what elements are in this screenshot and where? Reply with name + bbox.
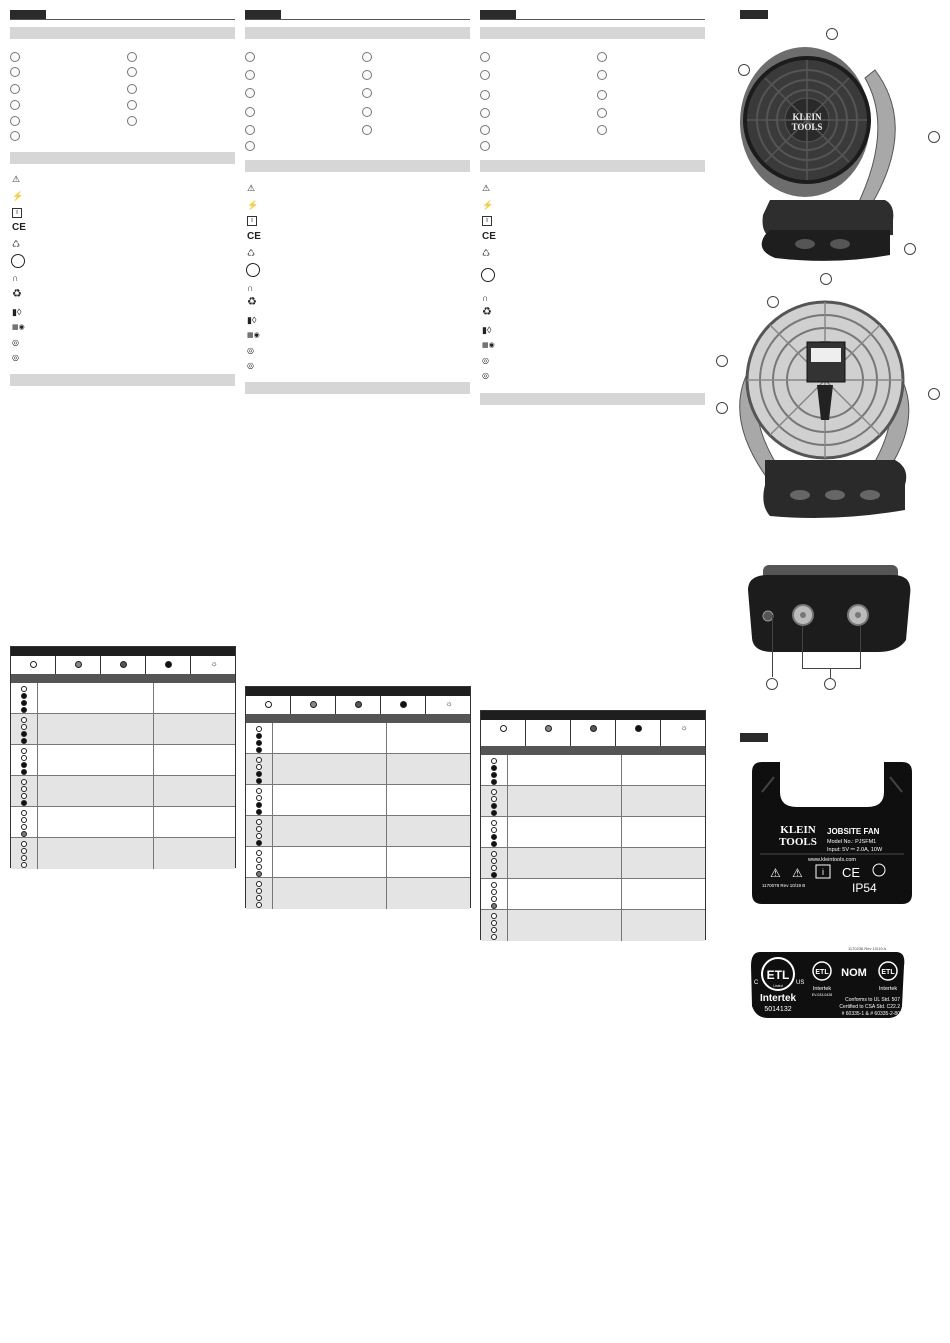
- nom-icon: ◎: [247, 361, 254, 370]
- fan-rear-illustration: [725, 280, 940, 525]
- label-info-icon: i: [822, 867, 824, 877]
- cert-us-mark: US: [796, 980, 805, 986]
- leader-line: [772, 615, 773, 677]
- figure-tag-1: [740, 10, 768, 19]
- table-row: [11, 776, 235, 807]
- callout-4: [245, 107, 255, 117]
- callout-5: [245, 125, 255, 135]
- table-header: [11, 647, 235, 656]
- cert-etl-2: ETL: [815, 969, 829, 976]
- battery-level-icon: ▮◊: [12, 307, 22, 317]
- table-row: [11, 807, 235, 838]
- legend-high: [381, 696, 426, 714]
- circle-icon: [246, 263, 260, 277]
- legend-mid: [336, 696, 381, 714]
- callout-1: [10, 52, 20, 62]
- section-bar-symbols: [10, 152, 235, 164]
- cert-intertek-number: 5014132: [764, 1006, 792, 1013]
- callout-8: [597, 70, 607, 80]
- legend-flash: ☼: [210, 659, 218, 668]
- recycle-icon: ♻: [247, 296, 257, 308]
- cert-conforms-3: # 60335-1 & # 60335-2-80: [841, 1011, 900, 1017]
- callout-3: [245, 88, 255, 98]
- section-bar-symbols: [480, 160, 705, 172]
- led-status-table: [245, 686, 471, 908]
- section-bar-specs: [10, 374, 235, 386]
- callout-fan-1: [738, 64, 750, 76]
- cert-intertek-2: Intertek: [812, 986, 832, 992]
- leader-line: [860, 626, 861, 668]
- recycle-icon: ♻: [482, 306, 492, 318]
- legend-off: [481, 720, 526, 746]
- recycle-icon: ♻: [12, 288, 22, 300]
- label-input: Input: 5V ⎓ 2.0A, 10W: [827, 847, 883, 853]
- callout-9: [597, 90, 607, 100]
- fan-logo-tools: TOOLS: [791, 122, 823, 132]
- magnet-icon: ∩: [12, 273, 19, 283]
- section-bar-specs: [245, 382, 470, 394]
- table-row: [481, 755, 705, 786]
- callout-6: [10, 131, 20, 141]
- fan-logo-klein: KLEIN: [792, 112, 822, 122]
- table-row: [481, 910, 705, 941]
- callout-4: [10, 100, 20, 110]
- battery-level-icon: ▮◊: [482, 325, 492, 335]
- callout-10: [127, 100, 137, 110]
- table-header: [246, 687, 470, 696]
- callout-fan-4: [904, 243, 916, 255]
- table-row: [11, 683, 235, 714]
- etl-icon: ◎: [12, 338, 19, 347]
- legend-off: [11, 656, 56, 674]
- label-ip-rating: IP54: [852, 881, 877, 895]
- callout-fan-2: [826, 28, 838, 40]
- callout-11: [362, 125, 372, 135]
- info-book-icon: i: [482, 216, 492, 226]
- electric-hazard-icon: ⚡: [247, 200, 259, 210]
- table-row: [11, 838, 235, 869]
- label-product-name: JOBSITE FAN: [827, 827, 880, 836]
- callout-rear-5: [928, 388, 940, 400]
- legend-high: [616, 720, 661, 746]
- callout-rear-3: [716, 355, 728, 367]
- etl-icon: ◎: [247, 346, 254, 355]
- callout-fan-3: [928, 131, 940, 143]
- section-bar-parts: [245, 27, 470, 39]
- callout-rear-2: [820, 273, 832, 285]
- magnet-icon: ∩: [482, 293, 489, 303]
- callout-9: [127, 84, 137, 94]
- section-bar-parts: [480, 27, 705, 39]
- product-label: [752, 762, 912, 904]
- ukca-icon: ▦◉: [12, 324, 25, 331]
- cert-conforms-2: Certified to CSA Std. C22.2: [839, 1004, 900, 1010]
- legend-low: [526, 720, 571, 746]
- table-row: [246, 723, 470, 754]
- section-bar-symbols: [245, 160, 470, 172]
- leader-line: [802, 668, 861, 669]
- leader-line: [830, 668, 831, 678]
- callout-2: [10, 67, 20, 77]
- ukca-icon: ▦◉: [247, 332, 260, 339]
- label-ce-mark: CE: [842, 865, 861, 880]
- legend-mid: [101, 656, 146, 674]
- callout-3: [10, 84, 20, 94]
- callout-10: [362, 107, 372, 117]
- circle-icon: [481, 268, 495, 282]
- ce-mark-icon: CE: [12, 222, 26, 233]
- callout-9: [362, 88, 372, 98]
- table-row: [246, 816, 470, 847]
- ce-mark-icon: CE: [482, 231, 496, 242]
- cert-c-mark: C: [754, 980, 759, 986]
- cert-intertek-main: Intertek: [759, 993, 797, 1004]
- table-row: [11, 714, 235, 745]
- ce-mark-icon: CE: [247, 231, 261, 242]
- magnet-icon: ∩: [247, 283, 254, 293]
- table-row: [246, 878, 470, 909]
- header-rule: [245, 19, 470, 20]
- table-row: [246, 847, 470, 878]
- weee-bin-icon: ♺: [12, 239, 21, 249]
- header-rule: [10, 19, 235, 20]
- circle-icon: [11, 254, 25, 268]
- callout-1: [480, 52, 490, 62]
- fan-front-illustration: [715, 20, 945, 275]
- callout-11: [597, 125, 607, 135]
- info-book-icon: i: [247, 216, 257, 226]
- section-bar-specs: [480, 393, 705, 405]
- callout-8: [362, 70, 372, 80]
- led-status-table: [480, 710, 706, 940]
- label-brand-klein: KLEIN: [780, 824, 816, 836]
- callout-6: [480, 141, 490, 151]
- cert-conforms-1: Conforms to UL Std. 507: [845, 997, 900, 1003]
- table-row: [246, 754, 470, 785]
- legend-flash: ☼: [680, 723, 688, 732]
- callout-rear-4: [716, 402, 728, 414]
- table-row: [481, 817, 705, 848]
- electric-hazard-icon: ⚡: [12, 191, 24, 201]
- table-subheader: [246, 714, 470, 723]
- legend-low: [291, 696, 336, 714]
- led-status-table: [10, 646, 236, 868]
- callout-5: [10, 116, 20, 126]
- table-row: [481, 786, 705, 817]
- cert-etl-3: ETL: [881, 969, 895, 976]
- cert-nom-mark: NOM: [841, 967, 867, 979]
- cert-intertek-2-sub: EV-033-0428: [811, 993, 833, 997]
- callout-4: [480, 108, 490, 118]
- warning-icon: ⚠: [247, 183, 256, 193]
- legend-flash: ☼: [445, 699, 453, 708]
- callout-bottom-2: [824, 678, 836, 690]
- callout-7: [362, 52, 372, 62]
- callout-11: [127, 116, 137, 126]
- legend-row: [246, 696, 470, 715]
- callout-1: [245, 52, 255, 62]
- table-row: [481, 848, 705, 879]
- legend-off: [246, 696, 291, 714]
- callout-10: [597, 108, 607, 118]
- leader-line: [802, 626, 803, 668]
- warning-icon: ⚠: [482, 183, 491, 193]
- cert-listed: Listed: [773, 984, 783, 988]
- table-subheader: [481, 746, 705, 755]
- callout-bottom-1: [766, 678, 778, 690]
- legend-row: [11, 656, 235, 675]
- etl-icon: ◎: [482, 356, 489, 365]
- nom-icon: ◎: [482, 371, 489, 380]
- callout-5: [480, 125, 490, 135]
- callout-2: [480, 70, 490, 80]
- callout-6: [245, 141, 255, 151]
- section-bar-parts: [10, 27, 235, 39]
- label-hazard-icon: ⚠: [792, 866, 803, 880]
- warning-icon: ⚠: [12, 174, 21, 184]
- nom-icon: ◎: [12, 353, 19, 362]
- electric-hazard-icon: ⚡: [482, 200, 494, 210]
- table-row: [246, 785, 470, 816]
- label-part-code: 1170078 Rev 10/19 B: [762, 883, 806, 888]
- callout-7: [597, 52, 607, 62]
- callout-rear-1: [767, 296, 779, 308]
- battery-level-icon: ▮◊: [247, 315, 257, 325]
- callout-2: [245, 70, 255, 80]
- table-row: [481, 879, 705, 910]
- cert-intertek-3: Intertek: [878, 986, 898, 992]
- callout-3: [480, 90, 490, 100]
- label-url: www.kleintools.com: [808, 857, 856, 863]
- table-row: [11, 745, 235, 776]
- legend-high: [146, 656, 191, 674]
- header-rule: [480, 19, 705, 20]
- callout-7: [127, 52, 137, 62]
- weee-bin-icon: ♺: [247, 248, 256, 258]
- legend-low: [56, 656, 101, 674]
- info-book-icon: i: [12, 208, 22, 218]
- label-model: Model No.: PJSFM1: [827, 839, 877, 845]
- callout-8: [127, 67, 137, 77]
- weee-bin-icon: ♺: [482, 248, 491, 258]
- legend-row: [481, 720, 705, 747]
- ukca-icon: ▦◉: [482, 342, 495, 349]
- legend-mid: [571, 720, 616, 746]
- table-header: [481, 711, 705, 720]
- table-subheader: [11, 674, 235, 683]
- cert-part-code: 1170236 Rev 10/19 A: [848, 946, 887, 951]
- label-warning-icon: ⚠: [770, 866, 781, 880]
- label-brand-tools: TOOLS: [779, 836, 817, 848]
- figure-tag-2: [740, 733, 768, 742]
- cert-etl-main: ETL: [766, 968, 790, 982]
- certification-label: [748, 946, 908, 1024]
